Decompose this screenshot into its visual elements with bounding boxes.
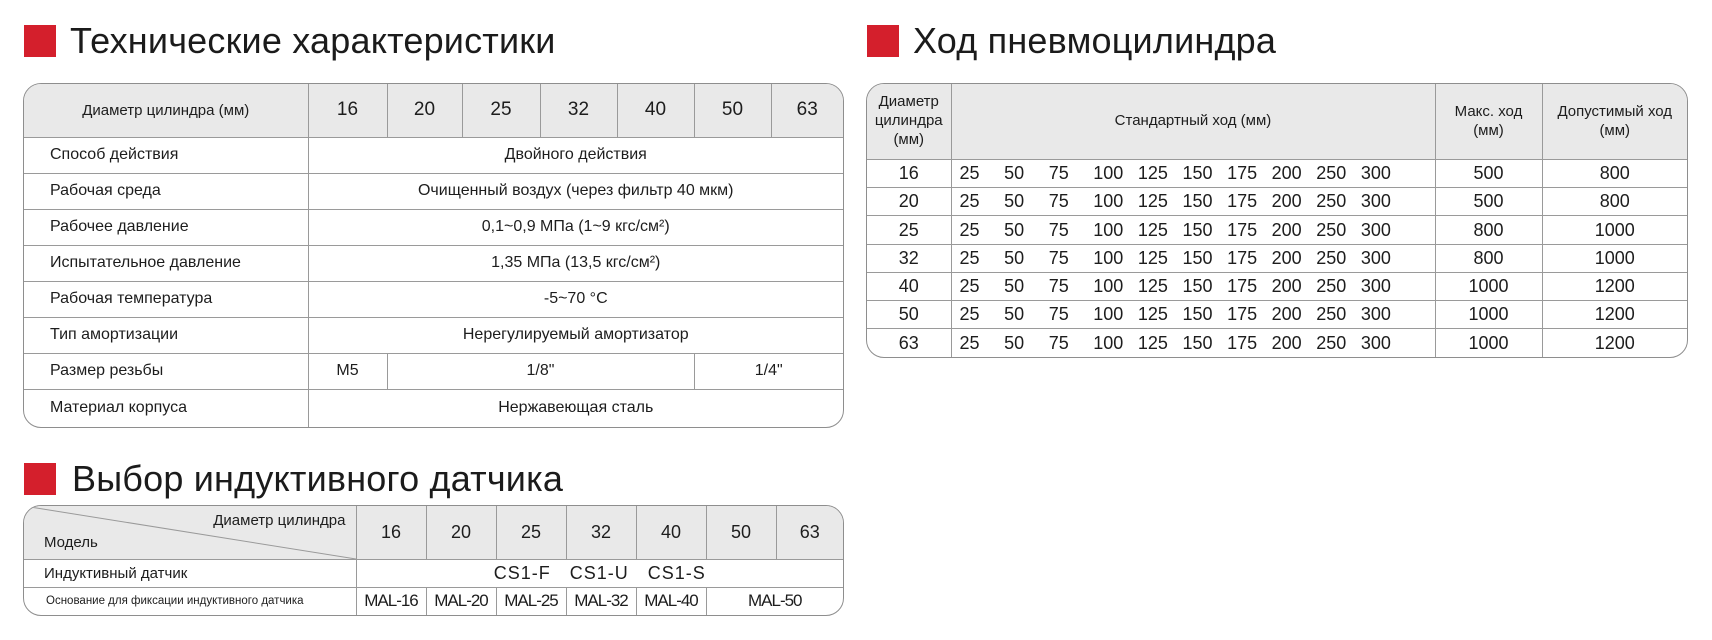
stroke-row-max: 1000 <box>1435 301 1542 329</box>
standard-stroke-value: 125 <box>1137 304 1168 325</box>
standard-stroke-value: 100 <box>1093 163 1124 184</box>
sensor-diameter-40: 40 <box>636 506 706 559</box>
standard-stroke-value: 250 <box>1316 219 1347 240</box>
max-stroke-header: Макс. ход (мм) <box>1435 84 1542 160</box>
stroke-row-allowed: 800 <box>1542 188 1687 216</box>
standard-stroke-value: 50 <box>1004 247 1025 268</box>
standard-stroke-header: Стандартный ход (мм) <box>951 84 1435 160</box>
stroke-row-diameter: 50 <box>867 301 951 329</box>
standard-stroke-value: 250 <box>1316 332 1347 353</box>
stroke-row-standard <box>951 188 1435 216</box>
medium-label: Рабочая среда <box>24 173 308 209</box>
stroke-row-max: 800 <box>1435 216 1542 244</box>
stroke-row <box>867 160 1687 188</box>
standard-stroke-value: 175 <box>1227 332 1258 353</box>
standard-stroke-value: 300 <box>1360 304 1391 325</box>
standard-stroke-value: 250 <box>1316 304 1347 325</box>
standard-stroke-value: 250 <box>1316 191 1347 212</box>
standard-stroke-value: 150 <box>1182 275 1213 296</box>
allowed-stroke-header: Допустимый ход (мм) <box>1542 84 1687 160</box>
red-square-icon <box>24 25 56 57</box>
standard-stroke-value: 175 <box>1227 304 1258 325</box>
cushion-value: Нерегулируемый амортизатор <box>308 317 843 353</box>
spec-table <box>23 83 844 428</box>
standard-stroke-value: 300 <box>1360 247 1391 268</box>
stroke-row-allowed: 1200 <box>1542 329 1687 357</box>
stroke-row-allowed: 800 <box>1542 160 1687 188</box>
sensor-diameter-20: 20 <box>426 506 496 559</box>
sensor-diameter-50: 50 <box>706 506 776 559</box>
standard-stroke-value: 50 <box>1004 304 1025 325</box>
standard-stroke-value: 75 <box>1048 304 1069 325</box>
diameter-20: 20 <box>387 84 462 137</box>
stroke-row-standard <box>951 272 1435 300</box>
stroke-row-standard <box>951 329 1435 357</box>
cushion-label: Тип амортизации <box>24 317 308 353</box>
diagonal-header-cell <box>24 506 356 559</box>
stroke-row <box>867 216 1687 244</box>
sensor-models <box>356 559 843 587</box>
standard-stroke-value: 50 <box>1004 332 1025 353</box>
stroke-row <box>867 244 1687 272</box>
stroke-row-diameter: 32 <box>867 244 951 272</box>
thread-m5: M5 <box>308 353 387 389</box>
mount-label: Основание для фиксации индуктивного датчика <box>24 587 356 615</box>
mount-mal-50: MAL-50 <box>706 587 843 615</box>
temperature-label: Рабочая температура <box>24 281 308 317</box>
sensor-diameter-16: 16 <box>356 506 426 559</box>
temperature-value: -5~70 °С <box>308 281 843 317</box>
standard-stroke-value: 200 <box>1271 219 1302 240</box>
standard-stroke-value: 75 <box>1048 219 1069 240</box>
standard-stroke-value: 150 <box>1182 332 1213 353</box>
stroke-row-max: 500 <box>1435 188 1542 216</box>
standard-stroke-value: 25 <box>959 163 980 184</box>
standard-stroke-value: 150 <box>1182 304 1213 325</box>
spec-title-text: Технические характеристики <box>70 20 556 61</box>
stroke-row <box>867 188 1687 216</box>
stroke-row-diameter: 20 <box>867 188 951 216</box>
standard-stroke-value: 300 <box>1360 163 1391 184</box>
mount-mal-40: MAL-40 <box>636 587 706 615</box>
stroke-diameter-header: Диаметр цилиндра (мм) <box>867 84 951 160</box>
stroke-row-allowed: 1200 <box>1542 272 1687 300</box>
material-label: Материал корпуса <box>24 389 308 427</box>
sensor-label: Индуктивный датчик <box>24 559 356 587</box>
standard-stroke-value: 150 <box>1182 219 1213 240</box>
thread-eighth: 1/8" <box>387 353 694 389</box>
standard-stroke-value: 50 <box>1004 163 1025 184</box>
stroke-row-diameter: 25 <box>867 216 951 244</box>
diameter-40: 40 <box>617 84 694 137</box>
test-pressure-label: Испытательное давление <box>24 245 308 281</box>
action-label: Способ действия <box>24 137 308 173</box>
stroke-row-max: 1000 <box>1435 329 1542 357</box>
standard-stroke-value: 175 <box>1227 219 1258 240</box>
standard-stroke-value: 125 <box>1137 275 1168 296</box>
standard-stroke-value: 300 <box>1360 191 1391 212</box>
standard-stroke-value: 250 <box>1316 163 1347 184</box>
standard-stroke-value: 150 <box>1182 247 1213 268</box>
standard-stroke-value: 100 <box>1093 275 1124 296</box>
stroke-row-max: 500 <box>1435 160 1542 188</box>
diameter-25: 25 <box>462 84 540 137</box>
standard-stroke-value: 50 <box>1004 191 1025 212</box>
mount-mal-25: MAL-25 <box>496 587 566 615</box>
standard-stroke-value: 200 <box>1271 332 1302 353</box>
standard-stroke-value: 175 <box>1227 247 1258 268</box>
thread-label: Размер резьбы <box>24 353 308 389</box>
material-value: Нержавеющая сталь <box>308 389 843 427</box>
standard-stroke-value: 100 <box>1093 247 1124 268</box>
standard-stroke-value: 300 <box>1360 219 1391 240</box>
standard-stroke-value: 125 <box>1137 163 1168 184</box>
standard-stroke-value: 150 <box>1182 163 1213 184</box>
mount-mal-16: MAL-16 <box>356 587 426 615</box>
stroke-section-title <box>867 20 1276 62</box>
standard-stroke-value: 25 <box>959 332 980 353</box>
test-pressure-value: 1,35 МПа (13,5 кгс/см²) <box>308 245 843 281</box>
red-square-icon <box>24 463 56 495</box>
header-model-label: Модель <box>44 533 98 551</box>
standard-stroke-value: 200 <box>1271 191 1302 212</box>
sensor-diameter-63: 63 <box>776 506 843 559</box>
header-diameter-label: Диаметр цилиндра <box>213 512 346 529</box>
standard-stroke-value: 250 <box>1316 247 1347 268</box>
stroke-row-allowed: 1200 <box>1542 301 1687 329</box>
sensor-title-text: Выбор индуктивного датчика <box>72 458 564 499</box>
standard-stroke-value: 25 <box>959 219 980 240</box>
standard-stroke-value: 175 <box>1227 275 1258 296</box>
standard-stroke-value: 100 <box>1093 332 1124 353</box>
standard-stroke-value: 200 <box>1271 304 1302 325</box>
stroke-row-allowed: 1000 <box>1542 216 1687 244</box>
stroke-row-diameter: 63 <box>867 329 951 357</box>
standard-stroke-value: 50 <box>1004 219 1025 240</box>
standard-stroke-value: 25 <box>959 275 980 296</box>
standard-stroke-value: 150 <box>1182 191 1213 212</box>
standard-stroke-value: 300 <box>1360 275 1391 296</box>
action-value: Двойного действия <box>308 137 843 173</box>
diameter-32: 32 <box>540 84 617 137</box>
standard-stroke-value: 175 <box>1227 163 1258 184</box>
standard-stroke-value: 125 <box>1137 332 1168 353</box>
standard-stroke-value: 125 <box>1137 219 1168 240</box>
diameter-16: 16 <box>308 84 387 137</box>
standard-stroke-value: 75 <box>1048 275 1069 296</box>
sensor-cs1-s: CS1-S <box>647 562 706 583</box>
diameter-header: Диаметр цилиндра (мм) <box>24 84 308 137</box>
standard-stroke-value: 200 <box>1271 247 1302 268</box>
stroke-row <box>867 329 1687 357</box>
stroke-row-allowed: 1000 <box>1542 244 1687 272</box>
standard-stroke-value: 75 <box>1048 332 1069 353</box>
stroke-row-standard <box>951 301 1435 329</box>
stroke-row-max: 800 <box>1435 244 1542 272</box>
mount-mal-20: MAL-20 <box>426 587 496 615</box>
sensor-diameter-32: 32 <box>566 506 636 559</box>
standard-stroke-value: 125 <box>1137 247 1168 268</box>
stroke-row <box>867 301 1687 329</box>
standard-stroke-value: 50 <box>1004 275 1025 296</box>
stroke-row-standard <box>951 216 1435 244</box>
diameter-50: 50 <box>694 84 771 137</box>
medium-value: Очищенный воздух (через фильтр 40 мкм) <box>308 173 843 209</box>
stroke-row <box>867 272 1687 300</box>
standard-stroke-value: 25 <box>959 191 980 212</box>
standard-stroke-value: 75 <box>1048 163 1069 184</box>
standard-stroke-value: 100 <box>1093 191 1124 212</box>
mount-mal-32: MAL-32 <box>566 587 636 615</box>
sensor-cs1-f: CS1-F <box>493 562 551 583</box>
standard-stroke-value: 300 <box>1360 332 1391 353</box>
standard-stroke-value: 25 <box>959 304 980 325</box>
sensor-section-title <box>24 458 563 500</box>
stroke-title-text: Ход пневмоцилиндра <box>913 20 1277 61</box>
standard-stroke-value: 75 <box>1048 191 1069 212</box>
standard-stroke-value: 100 <box>1093 219 1124 240</box>
stroke-row-max: 1000 <box>1435 272 1542 300</box>
stroke-row-diameter: 16 <box>867 160 951 188</box>
pressure-label: Рабочее давление <box>24 209 308 245</box>
thread-quarter: 1/4" <box>694 353 843 389</box>
pressure-value: 0,1~0,9 МПа (1~9 кгс/см²) <box>308 209 843 245</box>
standard-stroke-value: 75 <box>1048 247 1069 268</box>
stroke-row-diameter: 40 <box>867 272 951 300</box>
standard-stroke-value: 250 <box>1316 275 1347 296</box>
standard-stroke-value: 200 <box>1271 275 1302 296</box>
sensor-cs1-u: CS1-U <box>569 562 629 583</box>
sensor-table <box>23 505 844 616</box>
stroke-row-standard <box>951 244 1435 272</box>
standard-stroke-value: 25 <box>959 247 980 268</box>
sensor-diameter-25: 25 <box>496 506 566 559</box>
standard-stroke-value: 175 <box>1227 191 1258 212</box>
stroke-row-standard <box>951 160 1435 188</box>
spec-section-title <box>24 20 556 62</box>
red-square-icon <box>867 25 899 57</box>
standard-stroke-value: 100 <box>1093 304 1124 325</box>
standard-stroke-value: 125 <box>1137 191 1168 212</box>
diameter-63: 63 <box>771 84 843 137</box>
stroke-table <box>866 83 1688 358</box>
standard-stroke-value: 200 <box>1271 163 1302 184</box>
